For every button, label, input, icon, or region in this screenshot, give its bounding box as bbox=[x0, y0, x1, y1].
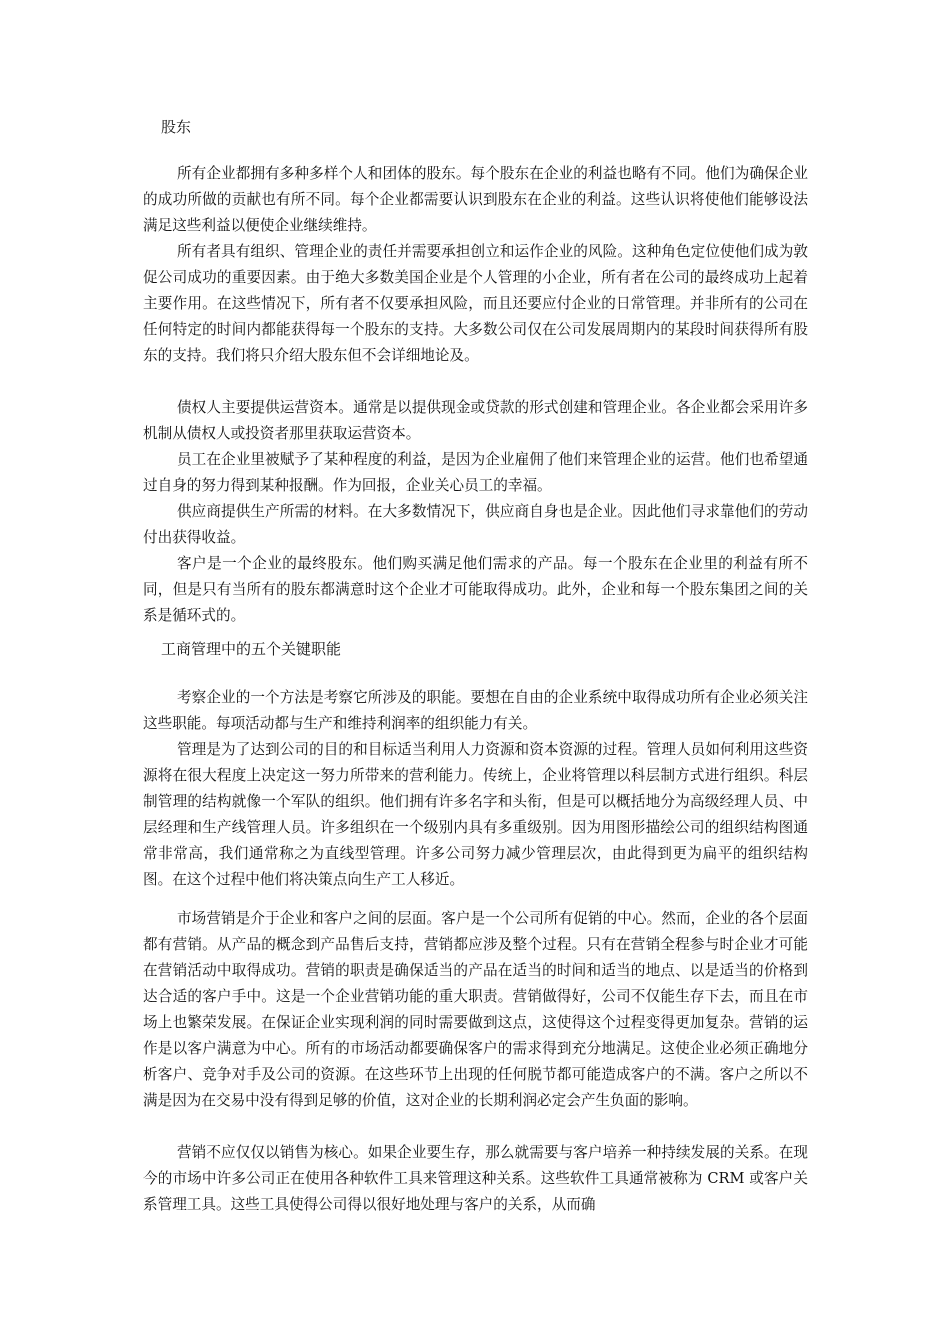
paragraph-shareholders-intro: 所有企业都拥有多种多样个人和团体的股东。每个股东在企业的利益也略有不同。他们为确保企业的成功所做的贡献也有所不同。每个企业都需要认识到股东在企业的利益。这些认识将使他们能够设法满足这些利益以便使企业继续维持。 bbox=[143, 165, 808, 234]
paragraph-functions-intro: 考察企业的一个方法是考察它所涉及的职能。要想在自由的企业系统中取得成功所有企业必须关注这些职能。每项活动都与生产和维持利润率的组织能力有关。 bbox=[143, 689, 808, 732]
paragraph-suppliers: 供应商提供生产所需的材料。在大多数情况下，供应商自身也是企业。因此他们寻求靠他们的劳动付出获得收益。 bbox=[143, 503, 808, 546]
section-title-five-functions: 工商管理中的五个关键职能 bbox=[161, 640, 342, 658]
paragraph-management: 管理是为了达到公司的目的和目标适当利用人力资源和资本资源的过程。管理人员如何利用这些资源将在很大程度上决定这一努力所带来的营利能力。传统上，企业将管理以科层制方式进行组织。科层制管理的结构就像一个军队的组织。他们拥有许多名字和头衔，但是可以概括地分为高级经理人员、中层经理和生产线管理人员。许多组织在一个级别内具有多重级别。因为用图形描绘公司的组织结构图通常非常高，我们通常称之为直线型管理。许多公司努力减少管理层次，由此得到更为扁平的组织结构图。在这个过程中他们将决策点向生产工人移近。 bbox=[143, 741, 808, 888]
section-title-shareholders: 股东 bbox=[161, 118, 192, 136]
paragraph-marketing: 市场营销是介于企业和客户之间的层面。客户是一个公司所有促销的中心。然而，企业的各个层面都有营销。从产品的概念到产品售后支持，营销都应涉及整个过程。只有在营销全程参与时企业才可能在营销活动中取得成功。营销的职责是确保适当的产品在适当的时间和适当的地点、以是适当的价格到达合适的客户手中。这是一个企业营销功能的重大职责。营销做得好，公司不仅能生存下去，而且在市场上也繁荣发展。在保证企业实现利润的同时需要做到这点，这使得这个过程变得更加复杂。营销的运作是以客户满意为中心。所有的市场活动都要确保客户的需求得到充分地满足。这使企业必须正确地分析客户、竞争对手及公司的资源。在这些环节上出现的任何脱节都可能造成客户的不满。客户之所以不满是因为在交易中没有得到足够的价值，这对企业的长期利润必定会产生负面的影响。 bbox=[143, 910, 808, 1109]
paragraph-owners: 所有者具有组织、管理企业的责任并需要承担创立和运作企业的风险。这种角色定位使他们成为敦促公司成功的重要因素。由于绝大多数美国企业是个人管理的小企业，所有者在公司的最终成功上起着主要作用。在这些情况下，所有者不仅要承担风险，而且还要应付企业的日常管理。并非所有的公司在任何特定的时间内都能获得每一个股东的支持。大多数公司仅在公司发展周期内的某段时间获得所有股东的支持。我们将只介绍大股东但不会详细地论及。 bbox=[143, 243, 808, 364]
paragraph-creditors: 债权人主要提供运营资本。通常是以提供现金或贷款的形式创建和管理企业。各企业都会采用许多机制从债权人或投资者那里获取运营资本。 bbox=[143, 399, 808, 442]
paragraph-employees: 员工在企业里被赋予了某种程度的利益，是因为企业雇佣了他们来管理企业的运营。他们也希望通过自身的努力得到某种报酬。作为回报，企业关心员工的幸福。 bbox=[143, 451, 808, 494]
paragraph-crm: 营销不应仅仅以销售为核心。如果企业要生存，那么就需要与客户培养一种持续发展的关系。在现今的市场中许多公司正在使用各种软件工具来管理这种关系。这些软件工具通常被称为 CRM 或客户关系管理工具。这些工具使得公司得以很好地处理与客户的关系，从而确 bbox=[143, 1144, 808, 1213]
paragraph-customers: 客户是一个企业的最终股东。他们购买满足他们需求的产品。每一个股东在企业里的利益有所不同，但是只有当所有的股东都满意时这个企业才可能取得成功。此外，企业和每一个股东集团之间的关系是循环式的。 bbox=[143, 555, 808, 624]
